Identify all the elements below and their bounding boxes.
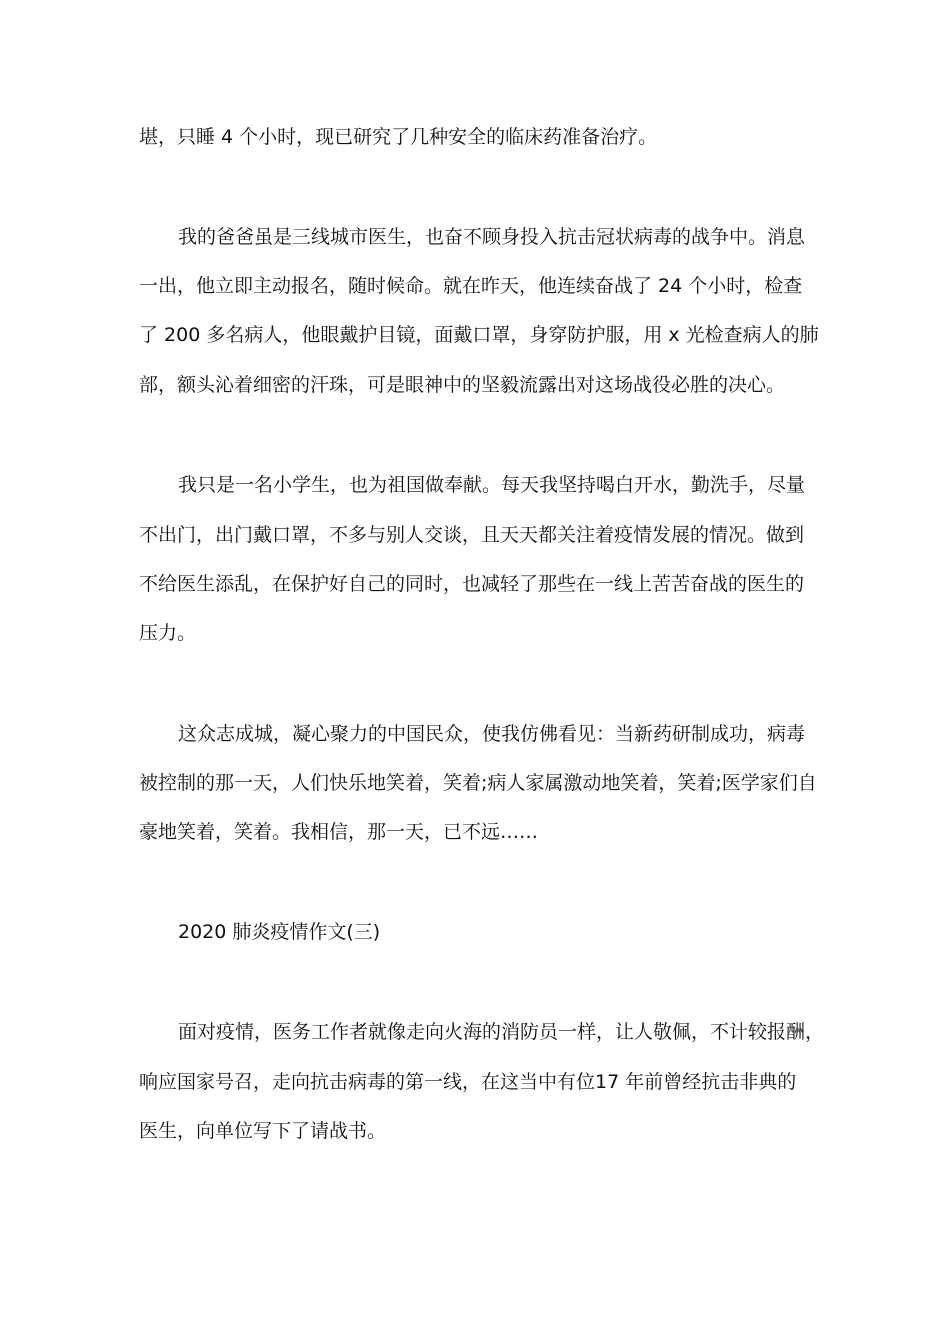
paragraph-2-line-2: 一出，他立即主动报名，随时候命。就在昨天，他连续奋战了 24 个小时，检查 [139, 275, 803, 297]
paragraph-4-line-2: 被控制的那一天，人们快乐地笑着，笑着;病人家属激动地笑着，笑着;医学家们自 [139, 772, 817, 794]
paragraph-5-line-2: 响应国家号召，走向抗击病毒的第一线，在这当中有位17 年前曾经抗击非典的 [139, 1071, 797, 1093]
paragraph-4-line-1: 这众志成城，凝心聚力的中国民众，使我仿佛看见：当新药研制成功，病毒 [178, 723, 806, 745]
paragraph-2-line-3: 了 200 多名病人，他眼戴护目镜，面戴口罩，身穿防护服，用 x 光检查病人的肺 [139, 324, 819, 346]
paragraph-3-line-2: 不出门，出门戴口罩，不多与别人交谈，且天天都关注着疫情发展的情况。做到 [139, 524, 805, 546]
paragraph-2-line-4: 部，额头沁着细密的汗珠，可是眼神中的坚毅流露出对这场战役必胜的决心。 [139, 374, 786, 396]
paragraph-3-line-1: 我只是一名小学生，也为祖国做奉献。每天我坚持喝白开水，勤洗手，尽量 [178, 474, 806, 496]
paragraph-2-line-1: 我的爸爸虽是三线城市医生，也奋不顾身投入抗击冠状病毒的战争中。消息 [178, 226, 806, 248]
paragraph-3-line-3: 不给医生添乱，在保护好自己的同时，也减轻了那些在一线上苦苦奋战的医生的 [139, 573, 805, 595]
paragraph-4-line-3: 豪地笑着，笑着。我相信，那一天，已不远…… [139, 821, 539, 843]
paragraph-3-line-4: 压力。 [139, 622, 197, 644]
paragraph-5-line-3: 医生，向单位写下了请战书。 [139, 1120, 387, 1142]
paragraph-5-line-1: 面对疫情，医务工作者就像走向火海的消防员一样，让人敬佩，不计较报酬， [178, 1021, 825, 1043]
paragraph-1-line-1: 堪，只睡 4 个小时，现已研究了几种安全的临床药准备治疗。 [139, 126, 658, 148]
section-heading: 2020 肺炎疫情作文(三) [178, 921, 381, 943]
